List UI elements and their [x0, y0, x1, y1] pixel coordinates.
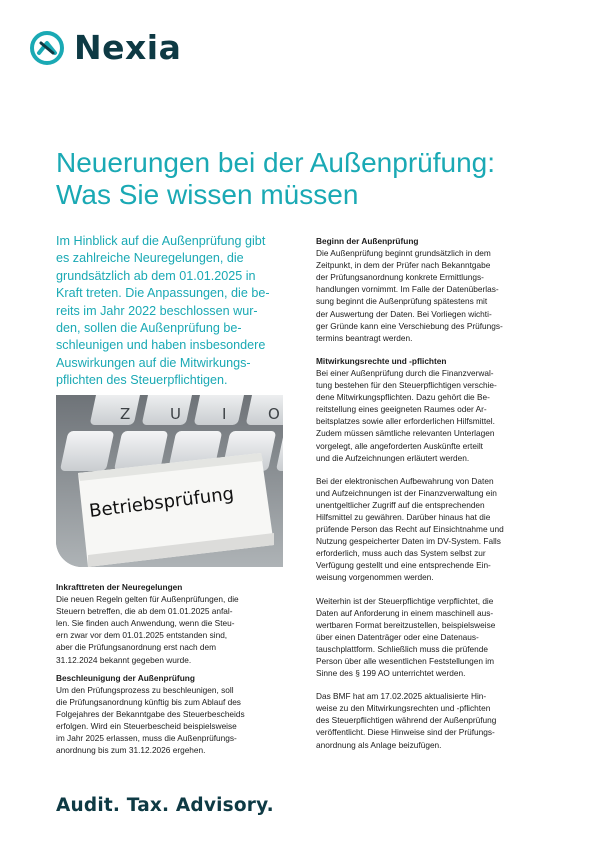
- text-line: erfolgen. Wird ein Steuerbescheid beispielsweise: [56, 721, 237, 732]
- text-line: ger Gründe kann eine Verschiebung des Prüfungs-: [316, 320, 503, 331]
- section-body-beginn: [316, 247, 548, 344]
- right-column: [316, 235, 548, 751]
- text-line: unentgeltlicher Zugriff auf die entsprechenden: [316, 499, 485, 510]
- text-line: Steuern betreffen, die ab dem 01.01.2025 anfal-: [56, 606, 233, 617]
- text-line: beitsplatzes sowie aller erforderlichen Hilfsmittel.: [316, 416, 495, 427]
- sign-text: Betriebsprüfung: [88, 483, 236, 522]
- text-line: prüfende Person das Recht auf Einsichtnahme und: [316, 524, 504, 535]
- text-line: weisung vorgenommen werden.: [316, 572, 434, 583]
- paragraph-elektronische-aufbewahrung: [316, 475, 548, 584]
- text-line: über einen Datenträger oder eine Datenaus-: [316, 631, 479, 642]
- text-line: grundsätzlich ab dem 01.01.2025 in: [56, 268, 256, 283]
- text-line: termins beantragt werden.: [316, 332, 413, 343]
- text-line: den, sollen die Außenprüfung be-: [56, 321, 242, 336]
- text-line: Bei der elektronischen Aufbewahrung von Daten: [316, 475, 494, 486]
- section-heading-inkrafttreten: Inkrafttreten der Neuregelungen: [56, 582, 183, 592]
- text-line: Zeitpunkt, in dem der Prüfer nach Bekanntgabe: [316, 260, 491, 271]
- text-line: Sinne des § 199 AO unterrichtet werden.: [316, 668, 466, 679]
- text-line: Auswirkungen auf die Mitwirkungs-: [56, 355, 251, 370]
- text-line: sung beginnt die Außenprüfung spätestens mit: [316, 296, 488, 307]
- text-line: 31.12.2024 bekannt gegeben wurde.: [56, 654, 192, 665]
- text-line: Folgejahres der Bekanntgabe des Steuerbescheids: [56, 708, 245, 719]
- page-title: [56, 147, 536, 211]
- section-heading-beginn: Beginn der Außenprüfung: [316, 236, 419, 246]
- key-u-label: U: [170, 405, 181, 423]
- text-line: reits im Jahr 2022 beschlossen wur-: [56, 303, 258, 318]
- text-line: Weiterhin ist der Steuerpflichtige verpflichtet, die: [316, 595, 494, 606]
- text-line: vorgelegt, alle angeforderten Auskünfte erteilt: [316, 440, 483, 451]
- text-line: tung bestehen für den Steuerpflichtigen verschie-: [316, 380, 497, 391]
- key-z-label: Z: [120, 405, 131, 423]
- text-line: der Auswertung der Daten. Bei Vorliegen wichti-: [316, 308, 492, 319]
- section-body-mitwirkung: [316, 367, 548, 464]
- text-line: und die Aufzeichnungen erläutert werden.: [316, 452, 470, 463]
- text-line: Kraft treten. Die Anpassungen, die be-: [56, 286, 270, 301]
- text-line: Um den Prüfungsprozess zu beschleunigen, soll: [56, 684, 234, 695]
- text-line: handlungen vornimmt. Im Falle der Datenüberlas-: [316, 284, 499, 295]
- text-line: die Prüfungsanordnung künftig bis zum Ablauf des: [56, 696, 241, 707]
- text-line: Die neuen Regeln gelten für Außenprüfungen, die: [56, 594, 239, 605]
- key-i-label: I: [222, 405, 227, 423]
- nexia-logo: [30, 30, 181, 66]
- text-line: ern zwar vor dem 01.01.2025 entstanden sind,: [56, 630, 228, 641]
- text-line: dene Mitwirkungspflichten. Dazu gehört die Be-: [316, 392, 490, 403]
- paragraph-datenbereitstellung: [316, 595, 548, 680]
- text-line: Das BMF hat am 17.02.2025 aktualisierte Hin-: [316, 691, 487, 702]
- text-line: und Aufzeichnungen ist der Finanzverwaltung ein: [316, 487, 497, 498]
- text-line: aber die Prüfungsanordnung erst nach dem: [56, 642, 217, 653]
- lead-paragraph: [56, 233, 282, 390]
- brand-name: Nexia: [74, 28, 182, 67]
- text-line: Nutzung gespeicherter Daten im DV-System. Falls: [316, 536, 501, 547]
- text-line: Verfügung gestellt und eine entsprechende Ein-: [316, 560, 491, 571]
- text-line: veröffentlicht. Diese Hinweise sind der Prüfungs-: [316, 727, 495, 738]
- text-line: tauschplattform. Schließlich muss die prüfende: [316, 643, 489, 654]
- text-line: Die Außenprüfung beginnt grundsätzlich in dem: [316, 248, 491, 259]
- brand-tagline: Audit. Tax. Advisory.: [56, 795, 274, 816]
- key-o-label: O: [268, 405, 280, 423]
- text-line: weise zu den Mitwirkungsrechten und -pflichten: [316, 703, 491, 714]
- left-column: [56, 581, 288, 756]
- text-line: im Jahr 2025 erlassen, muss die Außenprüfungs-: [56, 733, 237, 744]
- paragraph-bmf-hinweise: [316, 690, 548, 750]
- text-line: Im Hinblick auf die Außenprüfung gibt: [56, 234, 266, 248]
- text-line: pflichten des Steuerpflichtigen.: [56, 373, 228, 388]
- section-body-beschleunigung: [56, 684, 288, 757]
- text-line: len. Sie finden auch Anwendung, wenn die Steu-: [56, 618, 235, 629]
- text-line: Daten auf Anforderung in einem maschinell aus-: [316, 607, 494, 618]
- title-line-1: Neuerungen bei der Außenprüfung:: [56, 147, 495, 178]
- text-line: schleunigen und haben insbesondere: [56, 338, 266, 353]
- section-body-inkrafttreten: [56, 593, 288, 666]
- text-line: es zahlreiche Neuregelungen, die: [56, 251, 244, 266]
- text-line: Zudem müssen sämtliche relevanten Unterlagen: [316, 428, 495, 439]
- text-line: Person über alle wesentlichen Feststellungen im: [316, 656, 495, 666]
- nexia-logo-mark-icon: [30, 31, 64, 65]
- title-line-2: Was Sie wissen müssen: [56, 179, 359, 210]
- text-line: erforderlich, muss auch das System selbst zur: [316, 548, 486, 559]
- keyboard-photo: [56, 395, 283, 567]
- text-line: Hilfsmittel zu gewähren. Darüber hinaus hat die: [316, 511, 491, 522]
- text-line: reitstellung eines geeigneten Raumes oder Ar-: [316, 404, 487, 415]
- text-line: des Steuerpflichtigen während der Außenprüfung: [316, 715, 497, 726]
- keyboard-illustration: [56, 395, 283, 567]
- text-line: anordnung als Anlage beizufügen.: [316, 739, 442, 750]
- section-heading-beschleunigung: Beschleunigung der Außenprüfung: [56, 672, 195, 683]
- text-line: Bei einer Außenprüfung durch die Finanzverwal-: [316, 367, 494, 378]
- text-line: der Prüfungsanordnung konkrete Ermittlungs-: [316, 272, 484, 283]
- section-heading-mitwirkung: Mitwirkungsrechte und -pflichten: [316, 355, 447, 366]
- text-line: wertbaren Format bereitzustellen, beispielsweise: [316, 619, 496, 630]
- text-line: anordnung bis zum 31.12.2026 ergehen.: [56, 745, 206, 756]
